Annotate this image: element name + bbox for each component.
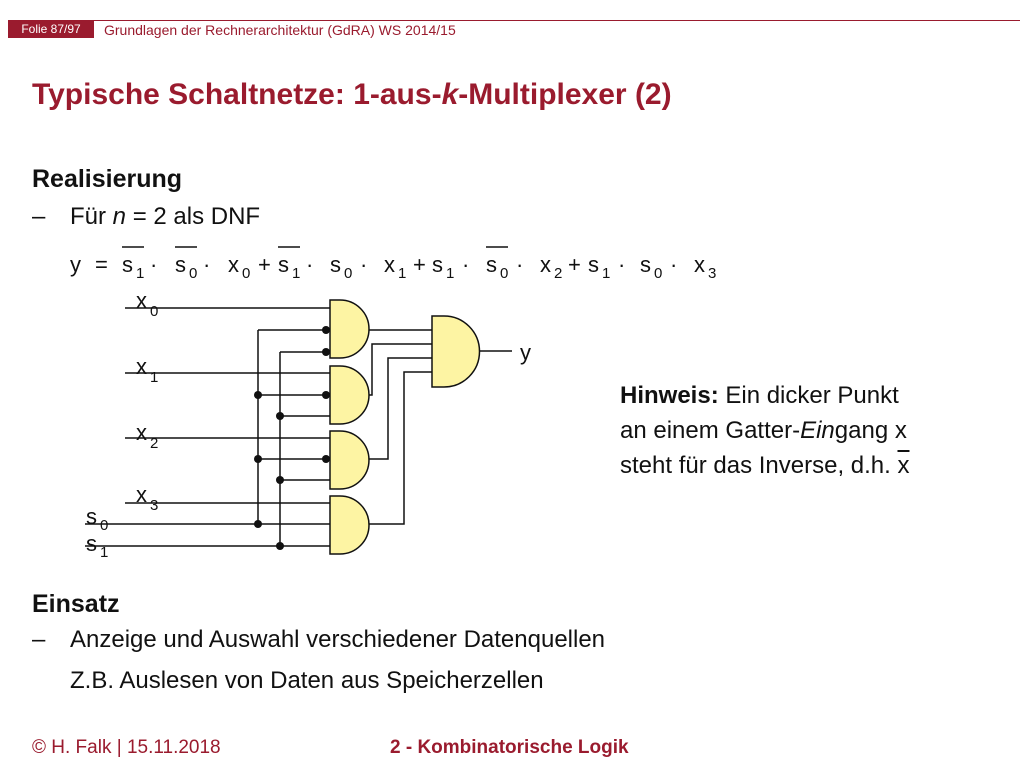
- svg-text:0: 0: [150, 303, 159, 320]
- einsatz-bullet: – Anzeige und Auswahl verschiedener Datenquellen: [32, 626, 606, 653]
- svg-text:2: 2: [150, 435, 159, 452]
- svg-text:1: 1: [100, 544, 109, 561]
- svg-text:x: x: [540, 252, 551, 277]
- einsatz-heading: Einsatz: [32, 590, 120, 618]
- svg-text:0: 0: [500, 265, 509, 282]
- svg-text:0: 0: [189, 265, 198, 282]
- svg-text:·: ·: [306, 252, 314, 277]
- svg-text:0: 0: [344, 265, 353, 282]
- svg-text:·: ·: [203, 252, 211, 277]
- and-gate-4: [330, 496, 369, 554]
- svg-text:s: s: [588, 252, 599, 277]
- svg-text:1: 1: [136, 265, 145, 282]
- svg-text:·: ·: [516, 252, 524, 277]
- footer-author: © H. Falk | 15.11.2018: [32, 737, 221, 758]
- svg-text:1: 1: [398, 265, 407, 282]
- svg-text:s: s: [432, 252, 443, 277]
- svg-text:·: ·: [670, 252, 678, 277]
- svg-text:+: +: [413, 252, 426, 277]
- svg-text:x: x: [694, 252, 705, 277]
- and-gate-2: [330, 366, 369, 424]
- input-label-s0: s: [86, 504, 97, 529]
- input-label-s1: s: [86, 531, 97, 556]
- output-label-y: y: [520, 340, 531, 365]
- slide-title: Typische Schaltnetze: 1-aus-k-Multiplexer (2): [32, 78, 672, 111]
- svg-text:s: s: [640, 252, 651, 277]
- svg-text:1: 1: [292, 265, 301, 282]
- svg-text:·: ·: [618, 252, 626, 277]
- footer-chapter: 2 - Kombinatorische Logik: [390, 737, 629, 758]
- svg-text:1: 1: [602, 265, 611, 282]
- svg-text:0: 0: [100, 517, 109, 534]
- einsatz-example: Z.B. Auslesen von Daten aus Speicherzellen: [70, 667, 544, 694]
- svg-text:s: s: [486, 252, 497, 277]
- realisierung-bullet: – Für n = 2 als DNF: [32, 203, 261, 230]
- svg-text:3: 3: [150, 497, 159, 514]
- svg-text:y: y: [70, 252, 81, 277]
- svg-text:3: 3: [708, 265, 717, 282]
- realisierung-heading: Realisierung: [32, 165, 183, 193]
- svg-text:x: x: [228, 252, 239, 277]
- svg-text:x: x: [384, 252, 395, 277]
- svg-text:0: 0: [654, 265, 663, 282]
- svg-text:+: +: [568, 252, 581, 277]
- svg-text:0: 0: [242, 265, 251, 282]
- dnf-formula: [70, 247, 716, 282]
- input-label-x3: x: [136, 482, 147, 507]
- svg-text:2: 2: [554, 265, 563, 282]
- svg-text:s: s: [330, 252, 341, 277]
- course-title: Grundlagen der Rechnerarchitektur (GdRA) WS 2014/15: [104, 22, 456, 38]
- and-gate-1: [330, 300, 369, 358]
- input-label-x2: x: [136, 420, 147, 445]
- svg-text:·: ·: [360, 252, 368, 277]
- svg-text:·: ·: [150, 252, 158, 277]
- and-gate-3: [330, 431, 369, 489]
- input-label-x1: x: [136, 354, 147, 379]
- input-label-x0: x: [136, 288, 147, 313]
- svg-text:1: 1: [446, 265, 455, 282]
- svg-text:s: s: [175, 252, 186, 277]
- svg-text:1: 1: [150, 369, 159, 386]
- and-gate-or: [432, 316, 480, 387]
- hint-note: Hinweis: Ein dicker Punkt an einem Gatter-Eingang x steht für das Inverse, d.h. $\overline{x}$: [620, 382, 910, 479]
- slide-number: Folie 87/97: [8, 21, 94, 38]
- svg-text:s: s: [122, 252, 133, 277]
- svg-text:s: s: [278, 252, 289, 277]
- svg-text:=: =: [95, 252, 108, 277]
- svg-text:+: +: [258, 252, 271, 277]
- svg-text:·: ·: [462, 252, 470, 277]
